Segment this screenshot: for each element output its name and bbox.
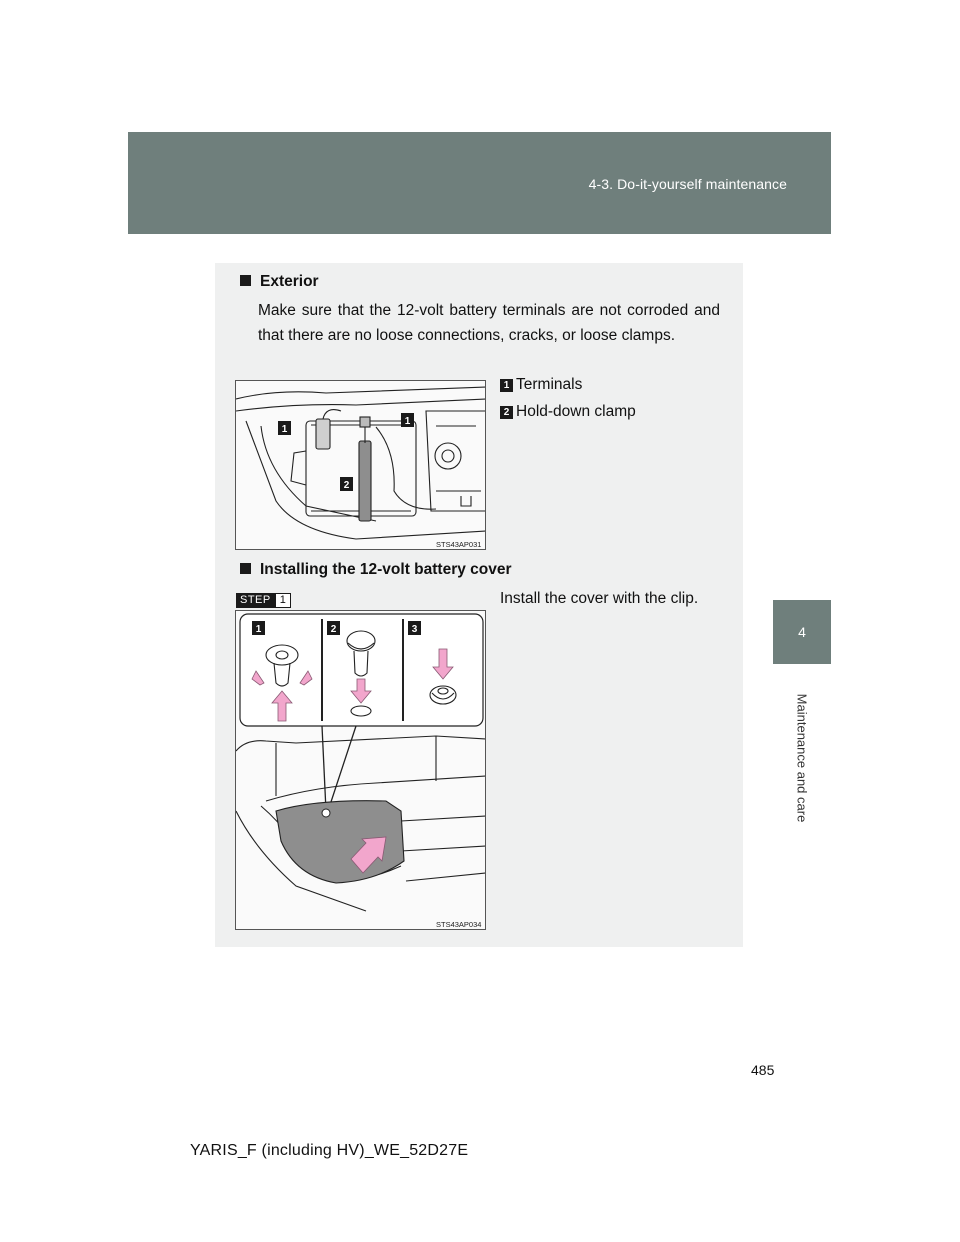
- exterior-heading: [240, 273, 319, 291]
- legend-label: Terminals: [516, 376, 583, 393]
- battery-engine-bay-icon: [236, 381, 486, 550]
- chapter-tab-label: Maintenance and care: [794, 693, 810, 823]
- cover-installation-icon: [236, 611, 486, 930]
- chapter-tab-number: 4: [773, 600, 831, 664]
- exterior-body: Make sure that the 12-volt battery terminals are not corroded and that there are no loose connections, cracks, or loose clamps.: [258, 302, 720, 344]
- step-label: STEP: [236, 593, 275, 608]
- section-header-title: 4-3. Do-it-yourself maintenance: [588, 176, 787, 192]
- legend-item-terminals: [500, 376, 582, 394]
- install-instruction: Install the cover with the clip.: [500, 590, 699, 607]
- callout-1b: 1: [404, 416, 411, 427]
- panel-num-1: 1: [255, 624, 262, 635]
- callout-number-icon: 1: [500, 379, 513, 392]
- figure-code-2: STS43AP034: [436, 920, 482, 929]
- chapter-tab: [773, 668, 831, 848]
- legend-label: Hold-down clamp: [516, 403, 636, 420]
- legend-item-hold-down-clamp: [500, 403, 636, 421]
- callout-number-icon: 2: [500, 406, 513, 419]
- step-number: 1: [275, 593, 291, 608]
- install-heading-text: Installing the 12-volt battery cover: [260, 561, 512, 578]
- figure-code-1: STS43AP031: [436, 540, 482, 549]
- square-bullet-icon: [240, 563, 251, 574]
- step-badge: [236, 593, 291, 608]
- install-heading: [240, 561, 512, 579]
- cover-clip-illustration: [235, 610, 486, 930]
- battery-illustration: [235, 380, 486, 550]
- header-bar: [128, 132, 831, 234]
- callout-2: 2: [343, 480, 350, 491]
- page-number: 485: [751, 1062, 775, 1078]
- document-footer: YARIS_F (including HV)_WE_52D27E: [190, 1142, 469, 1159]
- callout-1a: 1: [281, 424, 288, 435]
- panel-num-3: 3: [411, 624, 418, 635]
- square-bullet-icon: [240, 275, 251, 286]
- exterior-heading-text: Exterior: [260, 273, 319, 290]
- panel-num-2: 2: [330, 624, 337, 635]
